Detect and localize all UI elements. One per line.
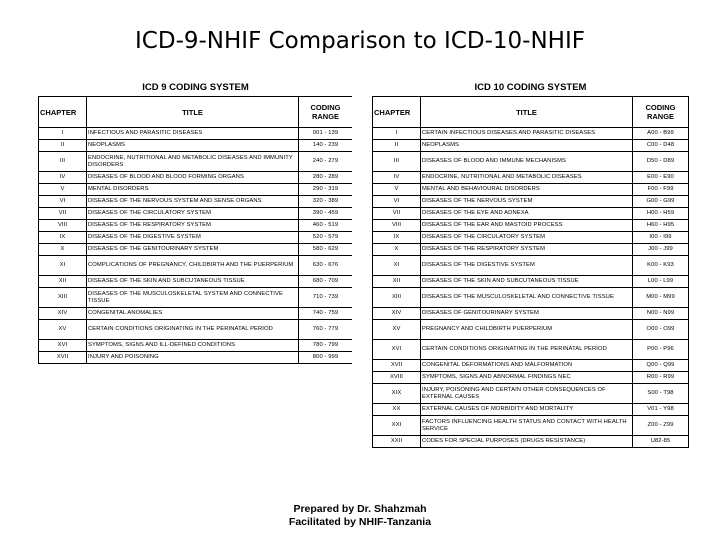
chapter-number: VI	[39, 196, 87, 208]
icd9-table-body	[39, 128, 353, 364]
chapter-number: XV	[39, 320, 87, 340]
table-row	[373, 404, 689, 416]
chapter-number: XII	[39, 276, 87, 288]
chapter-title: DISEASES OF BLOOD AND IMMUNE MECHANISMS	[421, 152, 633, 172]
chapter-title: DISEASES OF THE EYE AND ADNEXA	[421, 208, 633, 220]
chapter-title: CONGENITAL DEFORMATIONS AND MALFORMATION	[421, 360, 633, 372]
table-row	[39, 340, 353, 352]
coding-range: C00 - D48	[633, 140, 689, 152]
chapter-title: DISEASES OF THE MUSCULOSKELETAL AND CONNECTIVE TISSUE	[421, 288, 633, 308]
table-row	[373, 152, 689, 172]
icd9-heading: ICD 9 CODING SYSTEM	[39, 78, 353, 97]
coding-range: E00 - E90	[633, 172, 689, 184]
table-row	[39, 184, 353, 196]
chapter-number: IV	[373, 172, 421, 184]
chapter-title: FACTORS INFLUENCING HEALTH STATUS AND CONTACT WITH HEALTH SERVICE	[421, 416, 633, 436]
page-title: ICD-9-NHIF Comparison to ICD-10-NHIF	[135, 28, 585, 54]
table-row	[373, 384, 689, 404]
chapter-number: II	[373, 140, 421, 152]
table-row	[373, 360, 689, 372]
chapter-number: XIII	[39, 288, 87, 308]
chapter-title: MENTAL AND BEHAVIOURAL DISORDERS	[421, 184, 633, 196]
chapter-number: XXI	[373, 416, 421, 436]
chapter-title: SYMPTOMS, SIGNS AND ILL-DEFINED CONDITIONS	[87, 340, 299, 352]
footer-facilitated-by: Facilitated by NHIF-Tanzania	[288, 516, 432, 528]
icd10-table	[372, 78, 689, 448]
table-row	[373, 232, 689, 244]
chapter-number: XVI	[39, 340, 87, 352]
chapter-title: ENDOCRINE, NUTRITIONAL AND METABOLIC DISEASES AND IMMUNITY DISORDERS	[87, 152, 299, 172]
coding-range: 800 - 999	[299, 352, 353, 364]
table-row	[39, 196, 353, 208]
chapter-title: INFECTIOUS AND PARASITIC DISEASES	[87, 128, 299, 140]
coding-range: 580 - 629	[299, 244, 353, 256]
chapter-title: DISEASES OF THE RESPIRATORY SYSTEM	[421, 244, 633, 256]
coding-range: 780 - 799	[299, 340, 353, 352]
chapter-title: DISEASES OF THE CIRCULATORY SYSTEM	[421, 232, 633, 244]
table-row	[373, 256, 689, 276]
chapter-number: XV	[373, 320, 421, 340]
chapter-number: VI	[373, 196, 421, 208]
icd10-heading: ICD 10 CODING SYSTEM	[373, 78, 689, 97]
table-row	[373, 128, 689, 140]
table-row	[373, 276, 689, 288]
chapter-number: XI	[39, 256, 87, 276]
coding-range: V01 - Y98	[633, 404, 689, 416]
coding-range: 740 - 759	[299, 308, 353, 320]
coding-range: P00 - P96	[633, 340, 689, 360]
icd9-table-container	[38, 78, 352, 400]
chapter-title: DISEASES OF THE RESPIRATORY SYSTEM	[87, 220, 299, 232]
table-row	[373, 340, 689, 360]
table-row	[39, 232, 353, 244]
chapter-title: DISEASES OF THE NERVOUS SYSTEM	[421, 196, 633, 208]
coding-range: J00 - J99	[633, 244, 689, 256]
chapter-number: XVIII	[373, 372, 421, 384]
chapter-number: XIV	[39, 308, 87, 320]
chapter-number: VIII	[373, 220, 421, 232]
footer-prepared-by: Prepared by Dr. Shahzmah	[293, 503, 427, 515]
chapter-number: IX	[39, 232, 87, 244]
table-row	[373, 196, 689, 208]
chapter-title: PREGNANCY AND CHILDBIRTH PUERPERIUM	[421, 320, 633, 340]
chapter-title: NEOPLASMS	[421, 140, 633, 152]
chapter-title: DISEASES OF GENITOURINARY SYSTEM	[421, 308, 633, 320]
chapter-title: DISEASES OF THE NERVOUS SYSTEM AND SENSE ORGANS	[87, 196, 299, 208]
chapter-title: COMPLICATIONS OF PREGNANCY, CHILDBIRTH AND THE PUERPERIUM	[87, 256, 299, 276]
chapter-number: XVII	[39, 352, 87, 364]
table-row	[373, 140, 689, 152]
table-row	[39, 220, 353, 232]
chapter-number: XVII	[373, 360, 421, 372]
table-row	[373, 244, 689, 256]
table-row	[39, 140, 353, 152]
chapter-number: XVI	[373, 340, 421, 360]
coding-range: F00 - F99	[633, 184, 689, 196]
table-row	[373, 416, 689, 436]
coding-range: I00 - I99	[633, 232, 689, 244]
footer-credits	[230, 503, 490, 529]
chapter-number: VII	[373, 208, 421, 220]
coding-range: 390 - 459	[299, 208, 353, 220]
chapter-title: INJURY, POISONING AND CERTAIN OTHER CONSEQUENCES OF EXTERNAL CAUSES	[421, 384, 633, 404]
chapter-number: V	[39, 184, 87, 196]
chapter-title: CONGENITAL ANOMALIES	[87, 308, 299, 320]
chapter-number: II	[39, 140, 87, 152]
chapter-title: INJURY AND POISONING	[87, 352, 299, 364]
coding-range: Z00 - Z99	[633, 416, 689, 436]
coding-range: H60 - H95	[633, 220, 689, 232]
coding-range: 001 - 139	[299, 128, 353, 140]
chapter-title: DISEASES OF THE DIGESTIVE SYSTEM	[87, 232, 299, 244]
chapter-number: XI	[373, 256, 421, 276]
table-row	[39, 208, 353, 220]
chapter-number: XIII	[373, 288, 421, 308]
table-row	[39, 320, 353, 340]
icd9-col-title: TITLE	[87, 97, 299, 128]
chapter-number: IV	[39, 172, 87, 184]
coding-range: K00 - K93	[633, 256, 689, 276]
coding-range: D50 - D89	[633, 152, 689, 172]
chapter-number: X	[373, 244, 421, 256]
coding-range: 320 - 389	[299, 196, 353, 208]
chapter-title: NEOPLASMS	[87, 140, 299, 152]
coding-range: Q00 - Q99	[633, 360, 689, 372]
table-row	[39, 288, 353, 308]
chapter-title: DISEASES OF THE GENITOURINARY SYSTEM	[87, 244, 299, 256]
table-row	[373, 208, 689, 220]
coding-range: 520 - 579	[299, 232, 353, 244]
table-row	[373, 172, 689, 184]
coding-range: 140 - 239	[299, 140, 353, 152]
coding-range: H00 - H59	[633, 208, 689, 220]
table-row	[39, 128, 353, 140]
chapter-title: DISEASES OF THE DIGESTIVE SYSTEM	[421, 256, 633, 276]
icd10-col-range: CODING RANGE	[633, 97, 689, 128]
chapter-number: VII	[39, 208, 87, 220]
chapter-title: CERTAIN INFECTIOUS DISEASES AND PARASITIC DISEASES	[421, 128, 633, 140]
chapter-number: XII	[373, 276, 421, 288]
table-row	[39, 172, 353, 184]
table-row	[373, 436, 689, 448]
chapter-title: CODES FOR SPECIAL PURPOSES (DRUGS RESISTANCE)	[421, 436, 633, 448]
chapter-title: SYMPTOMS, SIGNS AND ABNORMAL FINDINGS NEC	[421, 372, 633, 384]
table-row	[373, 320, 689, 340]
coding-range: O00 - O99	[633, 320, 689, 340]
chapter-title: DISEASES OF THE SKIN AND SUBCUTANEOUS TISSUE	[87, 276, 299, 288]
coding-range: 290 - 319	[299, 184, 353, 196]
table-row	[373, 372, 689, 384]
chapter-title: DISEASES OF THE MUSCULOSKELETAL SYSTEM AND CONNECTIVE TISSUE	[87, 288, 299, 308]
table-row	[39, 244, 353, 256]
table-row	[39, 256, 353, 276]
coding-range: G00 - G99	[633, 196, 689, 208]
coding-range: 680 - 709	[299, 276, 353, 288]
chapter-number: XIX	[373, 384, 421, 404]
table-row	[373, 308, 689, 320]
coding-range: 760 - 779	[299, 320, 353, 340]
icd10-table-body	[373, 128, 689, 448]
coding-range: 630 - 676	[299, 256, 353, 276]
table-row	[39, 352, 353, 364]
table-row	[39, 276, 353, 288]
coding-range: 710 - 739	[299, 288, 353, 308]
table-row	[39, 152, 353, 172]
chapter-title: EXTERNAL CAUSES OF MORBIDITY AND MORTALITY	[421, 404, 633, 416]
coding-range: R00 - R99	[633, 372, 689, 384]
icd10-table-container	[372, 78, 688, 448]
coding-range: A00 - B99	[633, 128, 689, 140]
chapter-number: X	[39, 244, 87, 256]
chapter-number: I	[39, 128, 87, 140]
chapter-title: MENTAL DISORDERS	[87, 184, 299, 196]
chapter-number: IX	[373, 232, 421, 244]
chapter-title: CERTAIN CONDITIONS ORIGINATING IN THE PERINATAL PERIOD	[421, 340, 633, 360]
table-row	[39, 308, 353, 320]
icd9-table	[38, 78, 352, 364]
chapter-title: DISEASES OF THE CIRCULATORY SYSTEM	[87, 208, 299, 220]
chapter-title: DISEASES OF THE SKIN AND SUBCUTANEOUS TISSUE	[421, 276, 633, 288]
coding-range: 240 - 279	[299, 152, 353, 172]
coding-range: M00 - M99	[633, 288, 689, 308]
chapter-number: XX	[373, 404, 421, 416]
chapter-title: ENDOCRINE, NUTRITIONAL AND METABOLIC DISEASES	[421, 172, 633, 184]
icd10-col-title: TITLE	[421, 97, 633, 128]
coding-range: L00 - L99	[633, 276, 689, 288]
coding-range: N00 - N99	[633, 308, 689, 320]
icd9-col-chapter: CHAPTER	[39, 97, 87, 128]
chapter-number: XXII	[373, 436, 421, 448]
chapter-number: V	[373, 184, 421, 196]
icd9-col-range: CODING RANGE	[299, 97, 353, 128]
chapter-number: VIII	[39, 220, 87, 232]
table-row	[373, 184, 689, 196]
chapter-number: I	[373, 128, 421, 140]
chapter-title: DISEASES OF BLOOD AND BLOOD FORMING ORGANS	[87, 172, 299, 184]
chapter-title: DISEASES OF THE EAR AND MASTOID PROCESS	[421, 220, 633, 232]
coding-range: 460 - 519	[299, 220, 353, 232]
chapter-number: III	[373, 152, 421, 172]
table-row	[373, 220, 689, 232]
chapter-number: XIV	[373, 308, 421, 320]
icd10-col-chapter: CHAPTER	[373, 97, 421, 128]
coding-range: 280 - 289	[299, 172, 353, 184]
coding-range: S00 - T98	[633, 384, 689, 404]
table-row	[373, 288, 689, 308]
chapter-title: CERTAIN CONDITIONS ORIGINATING IN THE PERINATAL PERIOD	[87, 320, 299, 340]
coding-range: U82-85	[633, 436, 689, 448]
chapter-number: III	[39, 152, 87, 172]
